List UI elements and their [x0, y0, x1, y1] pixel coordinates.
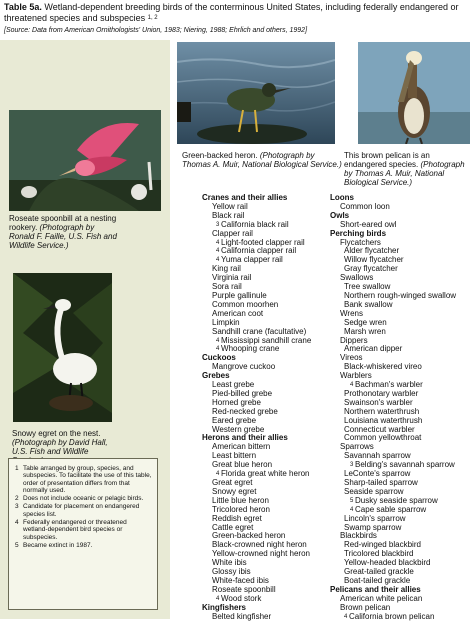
entry-text: Black-crowned night heron — [212, 540, 307, 550]
entry-text: Great blue heron — [212, 460, 273, 470]
entry-text: California black rail — [221, 219, 289, 229]
entry-text: LeConte's sparrow — [344, 469, 411, 479]
entry-text: Tree swallow — [344, 282, 391, 292]
footnote-text: Became extinct in 1987. — [23, 541, 93, 549]
entry-text: California brown pelican — [349, 611, 435, 621]
footnote-number: 4 — [15, 519, 19, 527]
entry-text: Warblers — [340, 371, 372, 381]
entry-text: Grebes — [202, 371, 230, 381]
footnote-text: Table arranged by group, species, and subspecies. To facilitate the use of this table, order of presentation differs from that normally used. — [23, 465, 152, 494]
entry-text: Cattle egret — [212, 522, 254, 532]
footnote-marker: 4 — [216, 239, 222, 246]
entry-text: Sora rail — [212, 282, 242, 292]
footnote-marker: 4 — [216, 248, 222, 255]
entry-text: White-faced ibis — [212, 575, 269, 585]
entry-text: Black rail — [212, 210, 245, 220]
entry-text: Bachman's warbler — [355, 380, 423, 390]
entry-text: Seaside sparrow — [344, 486, 404, 496]
entry-text: Common loon — [340, 201, 390, 211]
footnote-marker: 4 — [216, 257, 222, 264]
entry-text: King rail — [212, 264, 241, 274]
caption-footnotes: 1, 2 — [147, 15, 158, 21]
entry-text: Yellow-headed blackbird — [344, 558, 431, 568]
entry-text: Glossy ibis — [212, 567, 251, 577]
footnote-marker: 4 — [350, 506, 356, 513]
footnote-marker: 4 — [216, 595, 222, 602]
entry-text: Mangrove cuckoo — [212, 362, 276, 372]
entry-text: Willow flycatcher — [344, 255, 404, 265]
entry-text: Whooping crane — [221, 344, 280, 354]
footnote-number: 5 — [15, 541, 19, 549]
entry-text: American white pelican — [340, 593, 423, 603]
entry-text: Northern rough-winged swallow — [344, 290, 457, 300]
entry-text: Red-necked grebe — [212, 406, 278, 416]
entry-text: Bank swallow — [344, 299, 393, 309]
entry-text: Boat-tailed grackle — [344, 575, 411, 585]
footnote-number: 3 — [15, 503, 19, 511]
footnote-text: Candidate for placement on endangered species list. — [23, 503, 140, 518]
entry-text: Little blue heron — [212, 495, 269, 505]
entry-text: Connecticut warbler — [344, 424, 415, 434]
footnote-marker: 4 — [216, 337, 222, 344]
entry-text: Limpkin — [212, 317, 240, 327]
entry-text: Red-winged blackbird — [344, 540, 421, 550]
entry-text: Herons and their allies — [202, 433, 288, 443]
entry-text: Dippers — [340, 335, 368, 345]
entry-text: Owls — [330, 210, 350, 220]
entry-text: Louisiana waterthrush — [344, 415, 423, 425]
entry-text: Great-tailed grackle — [344, 567, 414, 577]
table-caption — [4, 2, 470, 24]
entry-text: Marsh wren — [344, 326, 386, 336]
footnote — [15, 542, 153, 549]
entry-text: Wrens — [340, 308, 363, 318]
entry-text: Horned grebe — [212, 397, 261, 407]
entry-text: Common moorhen — [212, 299, 279, 309]
entry-text: Perching birds — [330, 228, 387, 238]
footnote-marker: 4 — [216, 346, 222, 353]
entry-text: Northern waterthrush — [344, 406, 420, 416]
entry-text: Cuckoos — [202, 353, 236, 363]
entry-text: Reddish egret — [212, 513, 262, 523]
entry-text: Gray flycatcher — [344, 264, 398, 274]
entry-text: Swamp sparrow — [344, 522, 402, 532]
entry-text: Least bittern — [212, 451, 257, 461]
entry-text: Prothonotary warbler — [344, 388, 419, 398]
caption-text: Wetland-dependent breeding birds of the conterminous United States, including federally endangered or threatened species and subspecies — [4, 2, 459, 23]
species-entry — [330, 203, 470, 212]
footnote-number: 1 — [15, 465, 19, 472]
entry-text: Sharp-tailed sparrow — [344, 478, 418, 487]
entry-text: Virginia rail — [212, 273, 252, 283]
entry-text: Sedge wren — [344, 317, 387, 327]
entry-text: Tricolored blackbird — [344, 549, 414, 559]
entry-text: Loons — [330, 193, 354, 202]
brown-pelican-photo — [358, 42, 470, 144]
footnote-text: Does not include oceanic or pelagic birds. — [23, 495, 144, 503]
entry-text: Yellow-crowned night heron — [212, 549, 310, 559]
entry-text: Blackbirds — [340, 531, 377, 541]
entry-text: Swallows — [340, 273, 374, 283]
entry-text: Lincoln's sparrow — [344, 513, 406, 523]
entry-text: Roseate spoonbill — [212, 584, 276, 594]
footnote — [15, 465, 153, 494]
entry-text: Cape sable sparrow — [355, 504, 427, 514]
entry-text: Least grebe — [212, 380, 255, 390]
entry-text: Pelicans and their allies — [330, 584, 421, 594]
green-backed-heron-photo — [177, 42, 335, 144]
footnote-marker: 4 — [350, 382, 356, 389]
entry-text: Savannah sparrow — [344, 451, 411, 461]
entry-text: Cranes and their allies — [202, 193, 288, 202]
pelican-caption: This brown pelican is an endangered species. (Photograph by Thomas A. Muir, National Biological Service.) — [344, 151, 465, 187]
footnotes-box — [8, 458, 158, 610]
entry-text: Western grebe — [212, 424, 265, 434]
entry-text: Tricolored heron — [212, 504, 270, 514]
footnote — [15, 519, 153, 541]
entry-text: Swainson's warbler — [344, 397, 413, 407]
entry-text: Snowy egret — [212, 486, 257, 496]
caption-label: Table 5a. — [4, 2, 42, 12]
species-column-left — [202, 194, 332, 622]
entry-text: Vireos — [340, 353, 363, 363]
entry-text: Belding's savannah sparrow — [355, 460, 455, 470]
footnote-marker: 3 — [350, 462, 356, 469]
entry-text: Kingfishers — [202, 602, 247, 612]
entry-text: Black-whiskered vireo — [344, 362, 422, 372]
entry-text: Short-eared owl — [340, 219, 397, 229]
entry-text: Pied-billed grebe — [212, 388, 273, 398]
entry-text: Florida great white heron — [221, 469, 310, 479]
entry-text: Yellow rail — [212, 201, 248, 211]
entry-text: Clapper rail — [212, 228, 253, 238]
footnote-marker: 4 — [216, 471, 222, 478]
entry-text: Brown pelican — [340, 602, 391, 612]
heron-caption: Green-backed heron. (Photograph by Thomas A. Muir, National Biological Service.) — [182, 151, 342, 169]
roseate-spoonbill-photo — [9, 110, 161, 211]
entry-text: Green-backed heron — [212, 531, 286, 541]
entry-text: Purple gallinule — [212, 290, 267, 300]
entry-text: American dipper — [344, 344, 403, 354]
footnote-marker: 4 — [344, 613, 350, 620]
entry-text: Sandhill crane (facultative) — [212, 326, 307, 336]
footnote — [15, 503, 153, 518]
entry-text: Alder flycatcher — [344, 246, 400, 256]
entry-text: Flycatchers — [340, 237, 381, 247]
entry-text: American bittern — [212, 442, 271, 452]
entry-text: Wood stork — [221, 593, 262, 603]
snowy-egret-photo — [13, 273, 112, 422]
entry-text: Great egret — [212, 478, 253, 487]
footnote-text: Federally endangered or threatened wetland-dependent bird species or subspecies. — [23, 519, 127, 541]
entry-text: American coot — [212, 308, 264, 318]
footnote-marker: 3 — [216, 221, 222, 228]
entry-text: California clapper rail — [221, 246, 297, 256]
species-entry — [202, 613, 332, 622]
footnote-number: 2 — [15, 495, 19, 503]
egret-caption: Snowy egret on the nest. (Photograph by David Hall, U.S. Fish and Wildlife — [12, 429, 108, 456]
table-source: [Source: Data from American Ornithologists' Union, 1983; Niering, 1988; Ehrlich and others, 1992] — [4, 27, 308, 34]
spoonbill-caption: Roseate spoonbill at a nesting rookery. (Photograph by Ronald F. Faille, U.S. Fish and Wildlife Service.) — [9, 214, 117, 250]
entry-text: Light-footed clapper rail — [221, 237, 305, 247]
species-entry — [330, 613, 470, 622]
entry-text: Yuma clapper rail — [221, 255, 283, 265]
entry-text: Dusky seaside sparrow — [355, 495, 438, 505]
footnote — [15, 495, 153, 502]
footnote-marker: 5 — [350, 497, 356, 504]
entry-text: Sparrows — [340, 442, 374, 452]
entry-text: Belted kingfisher — [212, 611, 272, 621]
entry-text: Mississippi sandhill crane — [221, 335, 312, 345]
entry-text: White ibis — [212, 558, 247, 568]
species-column-right — [330, 194, 470, 622]
entry-text: Eared grebe — [212, 415, 257, 425]
entry-text: Common yellowthroat — [344, 433, 422, 443]
